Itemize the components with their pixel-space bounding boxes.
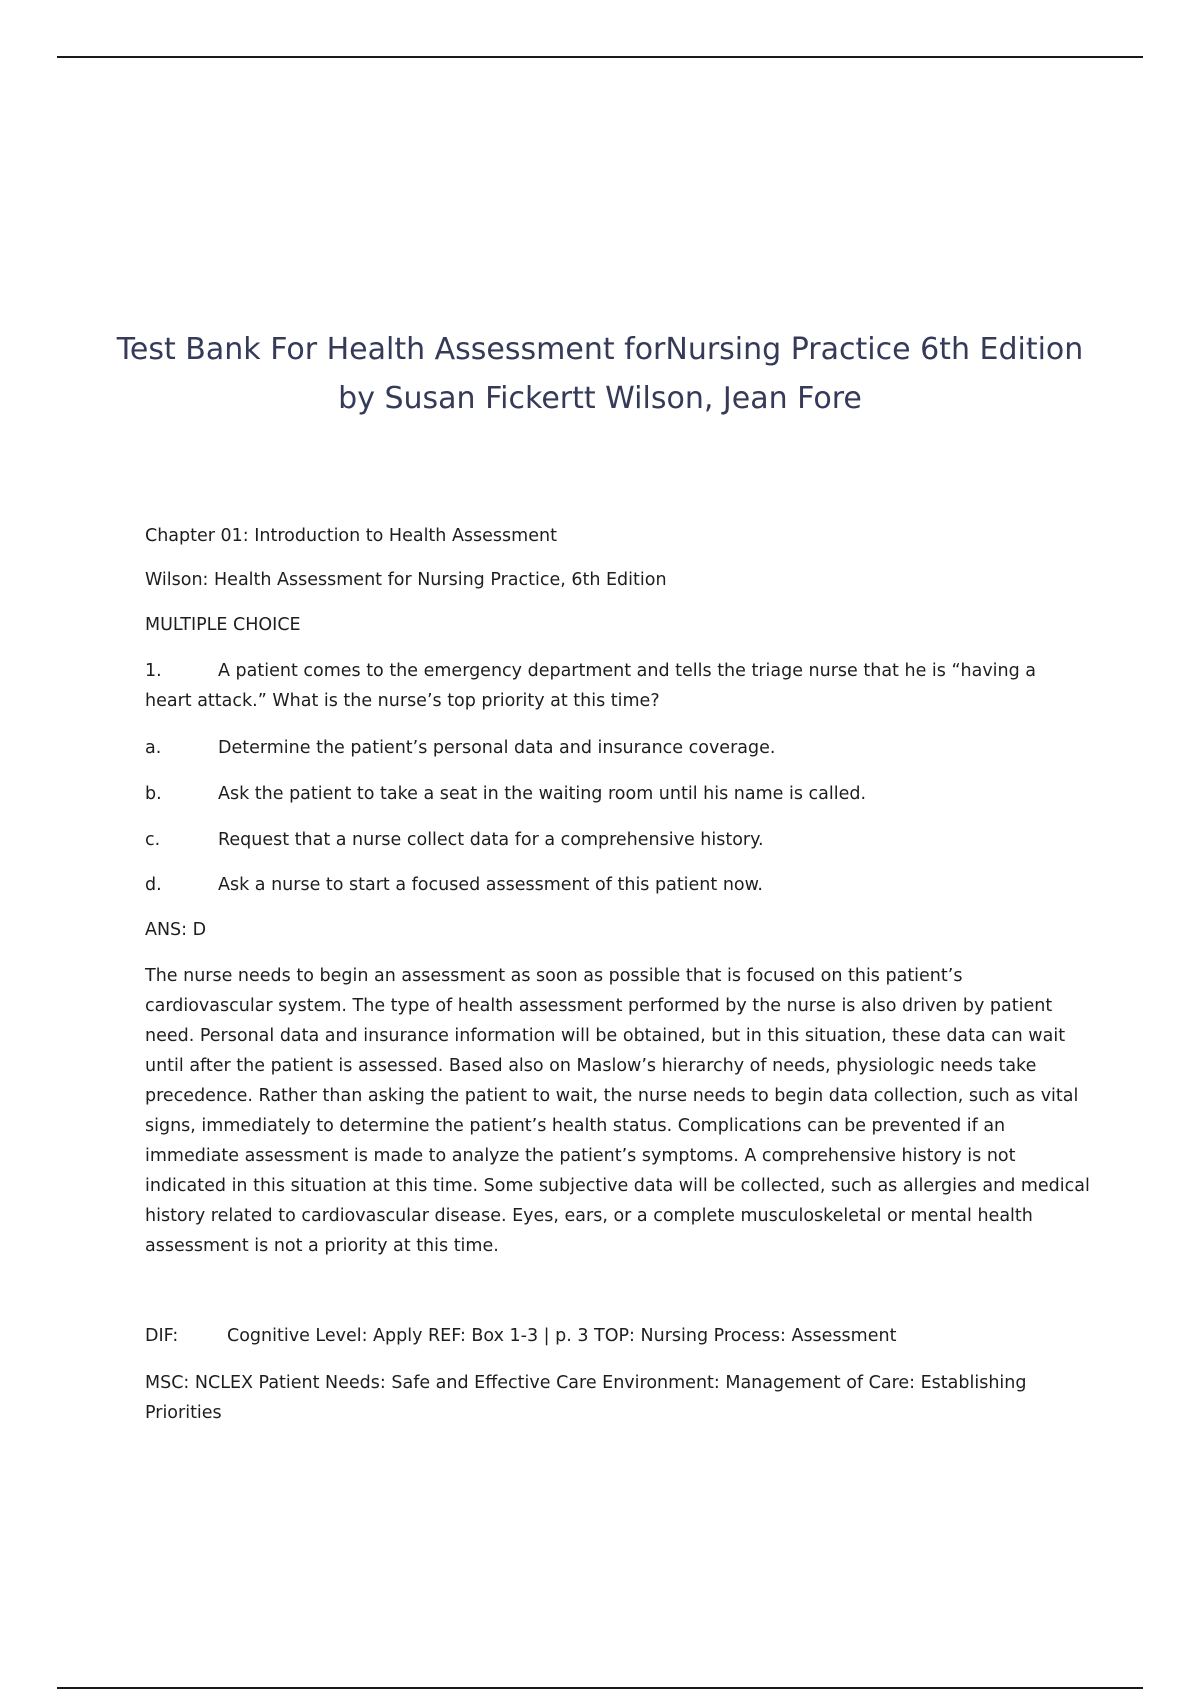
dif-label: DIF: xyxy=(145,1326,179,1346)
msc-metadata: MSC: NCLEX Patient Needs: Safe and Effective Care Environment: Management of Care: Establishing Priorities xyxy=(145,1373,1027,1423)
option-letter: d. xyxy=(145,875,162,895)
question-number: 1. xyxy=(145,661,162,681)
option-text: Ask the patient to take a seat in the waiting room until his name is called. xyxy=(218,784,867,804)
question-stem-line-1: A patient comes to the emergency department and tells the triage nurse that he is “having a xyxy=(218,661,1037,681)
top-rule xyxy=(57,56,1143,58)
option-letter: a. xyxy=(145,738,162,758)
title-line-2: by Susan Fickertt Wilson, Jean Fore xyxy=(338,381,862,416)
option-text: Request that a nurse collect data for a comprehensive history. xyxy=(218,830,764,850)
section-heading: MULTIPLE CHOICE xyxy=(145,615,301,635)
option-text: Ask a nurse to start a focused assessment of this patient now. xyxy=(218,875,763,895)
document-title xyxy=(100,325,1100,423)
question-stem-line-2: heart attack.” What is the nurse’s top priority at this time? xyxy=(145,691,660,711)
dif-details: Cognitive Level: Apply REF: Box 1-3 | p. 3 TOP: Nursing Process: Assessment xyxy=(227,1326,897,1346)
answer-key: ANS: D xyxy=(145,920,207,940)
option-letter: c. xyxy=(145,830,161,850)
book-reference: Wilson: Health Assessment for Nursing Practice, 6th Edition xyxy=(145,570,667,590)
title-line-1: Test Bank For Health Assessment forNursing Practice 6th Edition xyxy=(116,332,1084,367)
option-letter: b. xyxy=(145,784,162,804)
bottom-rule xyxy=(57,1687,1143,1689)
chapter-heading: Chapter 01: Introduction to Health Assessment xyxy=(145,526,557,546)
option-text: Determine the patient’s personal data and insurance coverage. xyxy=(218,738,776,758)
rationale-paragraph: The nurse needs to begin an assessment as soon as possible that is focused on this patient’s cardiovascular system. The type of health assessment performed by the nurse is also driven by patient need. Personal data and insurance information will be obtained, but in this situation, these data can wait until after the patient is assessed. Based also on Maslow’s hierarchy of needs, physiologic needs take precedence. Rather than asking the patient to wait, the nurse needs to begin data collection, such as vital signs, immediately to determine the patient’s health status. Complications can be prevented if an immediate assessment is made to analyze the patient’s symptoms. A comprehensive history is not indicated in this situation at this time. Some subjective data will be collected, such as allergies and medical history related to cardiovascular disease. Eyes, ears, or a complete musculoskeletal or mental health assessment is not a priority at this time. xyxy=(145,966,1090,1256)
